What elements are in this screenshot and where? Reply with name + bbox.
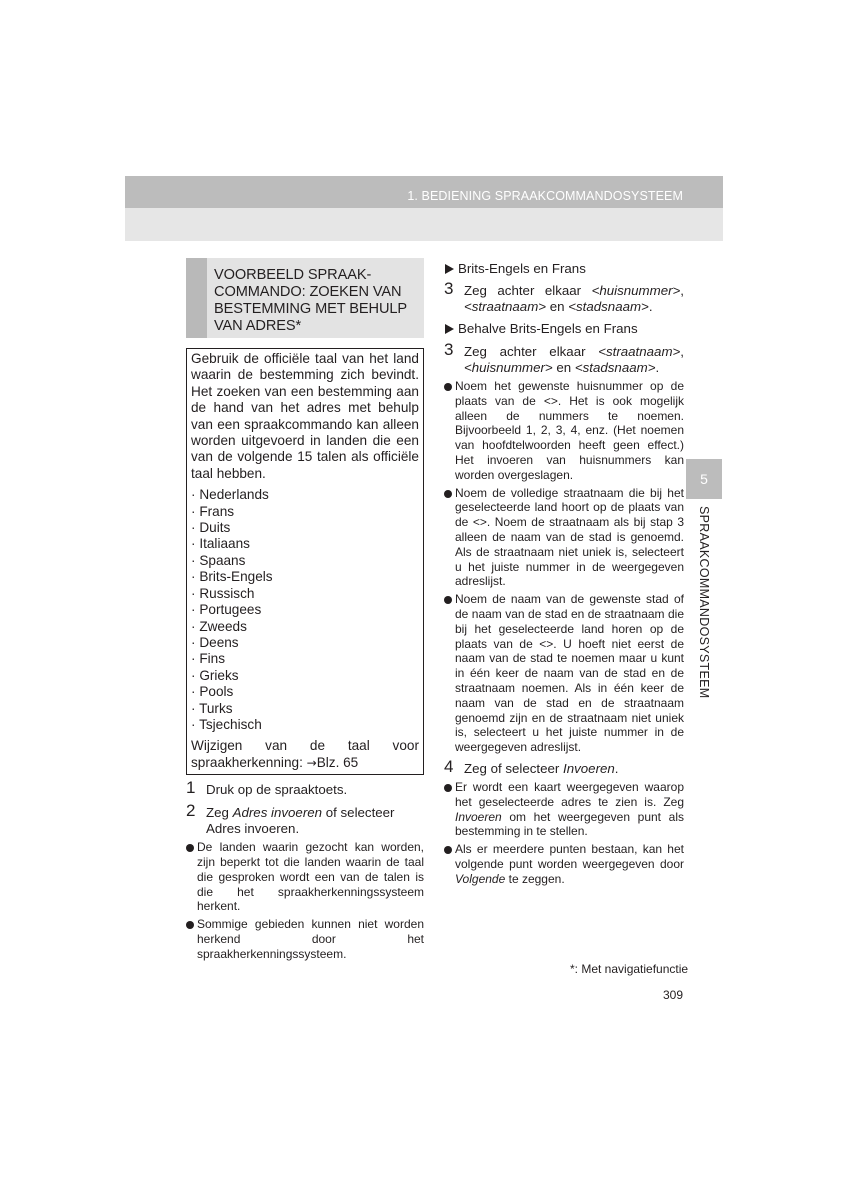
- language-item: · Italiaans: [191, 536, 250, 552]
- section-heading-bar: [186, 258, 207, 338]
- step-3a: 3 Zeg achter elkaar <huisnummer>, <straatnaam> en <stadsnaam>.: [444, 279, 684, 314]
- page-link[interactable]: Blz. 65: [316, 754, 359, 770]
- bullet-icon: [186, 844, 194, 852]
- info-intro: Gebruik de officiële taal van het land waarin de bestemming zich bevindt. Het zoeken van een bestemming aan de hand van het adres met behulp van een spraakcommando kan alleen worden uitgevoerd in landen die een van de volgende 15 talen als officiële taal hebben.: [191, 351, 419, 481]
- left-column: [186, 258, 424, 962]
- step-number: 3: [444, 340, 454, 359]
- footnote: *: Met navigatiefunctie: [570, 962, 689, 976]
- voice-command: Adres invoeren: [232, 805, 323, 821]
- language-settings-reference: Wijzigen van de taal voor spraakherkenning: →Blz. 65: [191, 738, 419, 770]
- voice-command: Invoeren: [563, 760, 615, 776]
- language-info-box: [186, 348, 424, 775]
- bullet-icon: [444, 784, 452, 792]
- bullet-icon: [444, 596, 452, 604]
- voice-command: Invoeren: [455, 809, 502, 824]
- page-number: 309: [663, 988, 684, 1002]
- step-number: 2: [186, 801, 196, 821]
- language-item: · Nederlands: [191, 487, 269, 503]
- language-item: · Spaans: [191, 552, 246, 568]
- section-heading: [186, 258, 424, 338]
- variant-heading: Behalve Brits-Engels en Frans: [444, 321, 684, 337]
- chapter-header-title: 1. BEDIENING SPRAAKCOMMANDOSYSTEEM: [407, 189, 683, 203]
- step-2: 2 Zeg Adres invoeren of selecteer Adres invoeren.: [186, 801, 395, 837]
- language-item: · Duits: [191, 520, 231, 536]
- bullet-item: Er wordt een kaart weergegeven waarop het geselecteerde adres te zien is. Zeg Invoeren om het weergegeven punt als bestemming in te stellen.: [444, 780, 684, 839]
- language-item: · Zweeds: [191, 618, 247, 634]
- step-4: 4 Zeg of selecteer Invoeren.: [444, 756, 619, 776]
- language-item: · Frans: [191, 503, 235, 519]
- bullet-icon: [444, 846, 452, 854]
- variant-heading: Brits-Engels en Frans: [444, 261, 684, 277]
- bullet-icon: [186, 921, 194, 929]
- chapter-number-tab: 5: [686, 459, 722, 499]
- language-item: · Portugees: [191, 602, 262, 618]
- language-item: · Deens: [191, 634, 239, 650]
- language-item: · Fins: [191, 651, 225, 667]
- step-3b: 3 Zeg achter elkaar <straatnaam>, <huisnummer> en <stadsnaam>.: [444, 340, 684, 375]
- step-1: [186, 778, 424, 798]
- bullet-item: Noem de naam van de gewenste stad of de naam van de stad en de straatnaam die bij het geselecteerde land horen op de plaats van de <>. U hoeft niet eerst de naam van de stad te noemen maar u kunt in één keer de naam van de stad en de straatnaam noemen. Als in één keer de naam van de stad en de straatnaam genoemd zijn en de straatnaam niet uniek is, selecteert u het juiste nummer in de weergegeven adreslijst.: [444, 592, 684, 755]
- bullet-item: De landen waarin gezocht kan worden, zijn beperkt tot die landen waarin de taal die gesproken wordt een van de talen is die het spraakherkenningssysteem herkent.: [186, 840, 424, 914]
- bullet-item: Noem de volledige straatnaam die bij het geselecteerde land hoort op de plaats van de <>. Noem de straatnaam als bij stap 3 alleen de naam van de stad is genoemd. Als de straatnaam niet uniek is, selecteert u het juiste nummer in de weergegeven adreslijst.: [444, 486, 684, 590]
- right-column: [444, 258, 684, 887]
- header-bar: [125, 176, 723, 208]
- language-item: · Brits-Engels: [191, 569, 273, 585]
- step-number: 1: [186, 778, 196, 798]
- triangle-right-icon: [445, 324, 454, 334]
- language-item: · Turks: [191, 700, 233, 716]
- screen-button-name: Adres invoeren: [206, 821, 296, 837]
- language-list: [191, 487, 419, 733]
- bullet-item: Als er meerdere punten bestaan, kan het volgende punt worden weergegeven door Volgende te zeggen.: [444, 842, 684, 886]
- language-item: · Russisch: [191, 585, 255, 601]
- arrow-right-icon: →: [306, 755, 317, 770]
- section-heading-text: VOORBEELD SPRAAK-COMMANDO: ZOEKEN VAN BESTEMMING MET BEHULP VAN ADRES*: [214, 267, 407, 334]
- language-item: · Grieks: [191, 667, 239, 683]
- step-number: 3: [444, 279, 454, 298]
- bullet-item: Sommige gebieden kunnen niet worden herkend door het spraakherkenningssysteem.: [186, 917, 424, 961]
- step-text: Druk op de spraaktoets.: [206, 782, 348, 798]
- language-item: · Tsjechisch: [191, 716, 262, 732]
- bullet-icon: [444, 383, 452, 391]
- step-number: 4: [444, 756, 454, 776]
- bullet-item: Noem het gewenste huisnummer op de plaats van de <>. Het is ook mogelijk alleen de nummers te noemen. Bijvoorbeeld 1, 2, 3, 4, enz. (Het noemen van hoofdtelwoorden heeft geen effect.) Het invoeren van huisnummers kan worden overgeslagen.: [444, 379, 684, 483]
- voice-command: Volgende: [455, 871, 506, 886]
- triangle-right-icon: [445, 264, 454, 274]
- bullet-icon: [444, 490, 452, 498]
- language-item: · Pools: [191, 684, 234, 700]
- chapter-side-label: SPRAAKCOMMANDOSYSTEEM: [697, 506, 711, 699]
- header-subbar: [125, 208, 723, 241]
